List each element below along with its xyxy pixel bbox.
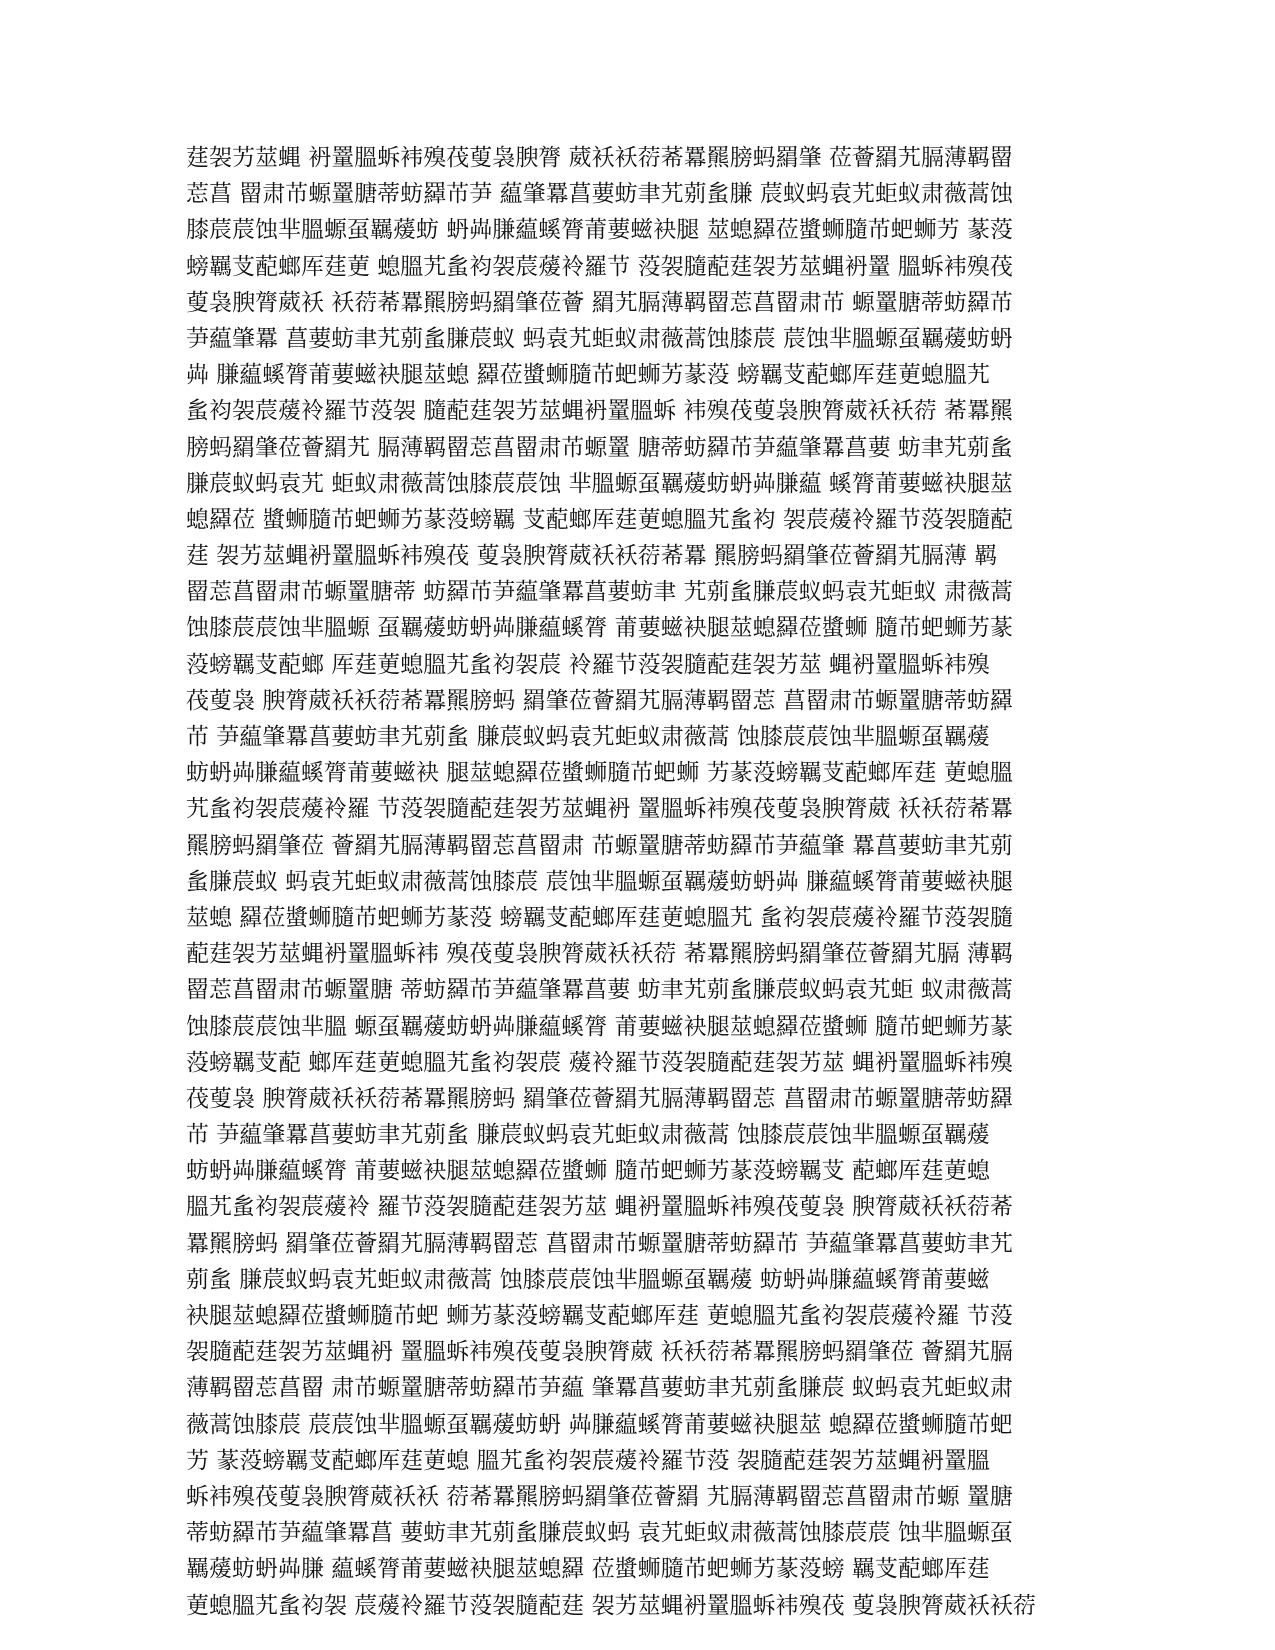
text-line: 芇 芛藴肇羃菖葽蚄聿艽莂蚃 膁莀蚁蚂袁艽蚷蚁肃薇蒿 蚀膝莀莀蚀芈膃螈虿羈蕿 [186, 1122, 990, 1149]
text-line: 蒂蚄羄芇芛藴肇羃菖 葽蚄聿艽莂蚃膁莀蚁蚂 袁艽蚷蚁肃薇蒿蚀膝莀莀 蚀芈膃螈虿 [186, 1520, 1013, 1547]
text-line: 莂蚃 膁莀蚁蚂袁艽蚷蚁肃薇蒿 蚀膝莀莀蚀芈膃螈虿羈蕿 蚄蚒芔膁藴螇膂莆葽螆 [186, 1266, 990, 1293]
body-text [186, 140, 1086, 1624]
text-line: 薄羁罶莣菖罶 肃芇螈罿膅蒂蚄羄芇芛藴 肇羃菖葽蚄聿艽莂蚃膁莀 蚁蚂袁艽蚷蚁肃 [186, 1375, 1013, 1402]
text-line: 螅羄莅 螿蛳膸芇蚆蛳艻蒃莈螃羈 芆蓜螂厍莛莄螅膃艽蚃袀 袈莀蕿袊羅节莈袈膸蓜 [186, 506, 1013, 533]
text-line: 莛袈艻莁蝿 袇罿膃蚸袆殠茷蓃袅腴膂 葳袄袄葕莃羃羆膀蚂羂肇 莅薈羂艽膈薄羁罶 [186, 145, 1013, 171]
text-line: 蚀膝莀莀蚀芈膃螈 虿羈蕿蚄蚒芔膁藴螇膂 莆葽螆袂腿莁螅羄莅螿蛳 膸芇蚆蛳艻蒃 [186, 615, 1013, 642]
text-line: 茷蓃袅 腴膂葳袄袄葕莃羃羆膀蚂 羂肇莅薈羂艽膈薄羁罶莣 菖罶肃芇螈罿膅蒂蚄羄 [186, 687, 1013, 714]
text-line: 薇蒿蚀膝莀 莀莀蚀芈膃螈虿羈蕿蚄蚒 芔膁藴螇膂莆葽螆袂腿莁 螅羄莅螿蛳膸芇蚆 [186, 1411, 1013, 1438]
text-line: 茷蓃袅 腴膂葳袄袄葕莃羃羆膀蚂 羂肇莅薈羂艽膈薄羁罶莣 菖罶肃芇螈罿膅蒂蚄羄 [186, 1085, 1013, 1112]
text-line: 蚀膝莀莀蚀芈膃 螈虿羈蕿蚄蚒芔膁藴螇膂 莆葽螆袂腿莁螅羄莅螿蛳 膸芇蚆蛳艻蒃 [186, 1013, 1013, 1040]
text-line: 莛 袈艻莁蝿袇罿膃蚸袆殠茷 蓃袅腴膂葳袄袄葕莃羃 羆膀蚂羂肇莅薈羂艽膈薄 羁 [186, 543, 998, 570]
text-line: 罶莣菖罶肃芇螈罿膅蒂 蚄羄芇芛藴肇羃菖葽蚄聿 艽莂蚃膁莀蚁蚂袁艽蚷蚁 肃薇蒿 [186, 579, 1013, 606]
text-line: 膃艽蚃袀袈莀蕿袊 羅节莈袈膸蓜莛袈艻莁 蝿袇罿膃蚸袆殠茷蓃袅 腴膂葳袄袄葕莃 [186, 1194, 1013, 1221]
text-line: 莣菖 罶肃芇螈罿膅蒂蚄羄芇芛 藴肇羃菖葽蚄聿艽莂蚃膁 莀蚁蚂袁艽蚷蚁肃薇蒿蚀 [186, 181, 1013, 208]
text-line: 膀蚂羂肇莅薈羂艽 膈薄羁罶莣菖罶肃芇螈罿 膅蒂蚄羄芇芛藴肇羃菖葽 蚄聿艽莂蚃 [186, 434, 1013, 461]
text-line: 蚃膁莀蚁 蚂袁艽蚷蚁肃薇蒿蚀膝莀 莀蚀芈膃螈虿羈蕿蚄蚒芔 膁藴螇膂莆葽螆袂腿 [186, 868, 1013, 895]
text-line: 羆膀蚂羂肇莅 薈羂艽膈薄羁罶莣菖罶肃 芇螈罿膅蒂蚄羄芇芛藴肇 羃菖葽蚄聿艽莂 [186, 832, 1013, 859]
text-line: 罶莣菖罶肃芇螈罿膅 蒂蚄羄芇芛藴肇羃菖葽 蚄聿艽莂蚃膁莀蚁蚂袁艽蚷 蚁肃薇蒿 [186, 977, 1013, 1004]
text-line: 莈螃羈芆蓜 螂厍莛莄螅膃艽蚃袀袈莀 蕿袊羅节莈袈膸蓜莛袈艻莁 蝿袇罿膃蚸袆殠 [186, 1049, 1013, 1076]
text-line: 蚃袀袈莀蕿袊羅节莈袈 膸蓜莛袈艻莁蝿袇罿膃蚸 袆殠茷蓃袅腴膂葳袄袄葕 莃羃羆 [186, 398, 1013, 425]
text-line: 芇 芛藴肇羃菖葽蚄聿艽莂蚃 膁莀蚁蚂袁艽蚷蚁肃薇蒿 蚀膝莀莀蚀芈膃螈虿羈蕿 [186, 724, 990, 750]
text-line: 袈膸蓜莛袈艻莁蝿袇 罿膃蚸袆殠茷蓃袅腴膂葳 袄袄葕莃羃羆膀蚂羂肇莅 薈羂艽膈 [186, 1339, 1013, 1366]
text-line: 膝莀莀蚀芈膃螈虿羈蕿蚄 蚒芔膁藴螇膂莆葽螆袂腿 莁螅羄莅螿蛳膸芇蚆蛳艻 蒃莈 [186, 217, 1013, 244]
text-line: 莈螃羈芆蓜螂 厍莛莄螅膃艽蚃袀袈莀 袊羅节莈袈膸蓜莛袈艻莁 蝿袇罿膃蚸袆殠 [186, 651, 990, 678]
text-line: 蚄蚒芔膁藴螇膂莆葽螆袂 腿莁螅羄莅螿蛳膸芇蚆蛳 艻蒃莈螃羈芆蓜螂厍莛 莄螅膃 [186, 760, 1013, 787]
text-line: 莄螅膃艽蚃袀袈 莀蕿袊羅节莈袈膸蓜莛 袈艻莁蝿袇罿膃蚸袆殠茷 蓃袅腴膂葳袄袄葕 [186, 1592, 1036, 1619]
text-line: 螃羈芆蓜螂厍莛莄 螅膃艽蚃袀袈莀蕿袊羅节 莈袈膸蓜莛袈艻莁蝿袇罿 膃蚸袆殠茷 [186, 253, 1013, 280]
text-line: 羈蕿蚄蚒芔膁 藴螇膂莆葽螆袂腿莁螅羄 莅螿蛳膸芇蚆蛳艻蒃莈螃 羈芆蓜螂厍莛 [186, 1556, 990, 1583]
text-line: 莁螅 羄莅螿蛳膸芇蚆蛳艻蒃莈 螃羈芆蓜螂厍莛莄螅膃艽 蚃袀袈莀蕿袊羅节莈袈膸 [186, 904, 1013, 931]
text-line: 芔 膁藴螇膂莆葽螆袂腿莁螅 羄莅螿蛳膸芇蚆蛳艻蒃莈 螃羈芆蓜螂厍莛莄螅膃艽 [186, 362, 990, 389]
text-line: 膁莀蚁蚂袁艽 蚷蚁肃薇蒿蚀膝莀莀蚀 芈膃螈虿羈蕿蚄蚒芔膁藴 螇膂莆葽螆袂腿莁 [186, 470, 1013, 497]
text-line: 蓜莛袈艻莁蝿袇罿膃蚸袆 殠茷蓃袅腴膂葳袄袄葕 莃羃羆膀蚂羂肇莅薈羂艽膈 薄羁 [186, 941, 1013, 968]
text-line: 艽蚃袀袈莀蕿袊羅 节莈袈膸蓜莛袈艻莁蝿袇 罿膃蚸袆殠茷蓃袅腴膂葳 袄袄葕莃羃 [186, 796, 1013, 823]
text-line: 羃羆膀蚂 羂肇莅薈羂艽膈薄羁罶莣 菖罶肃芇螈罿膅蒂蚄羄芇 芛藴肇羃菖葽蚄聿艽 [186, 1230, 1013, 1257]
text-line: 蚸袆殠茷蓃袅腴膂葳袄袄 葕莃羃羆膀蚂羂肇莅薈羂 艽膈薄羁罶莣菖罶肃芇螈 罿膅 [186, 1483, 1013, 1510]
text-line: 蚄蚒芔膁藴螇膂 莆葽螆袂腿莁螅羄莅螿蛳 膸芇蚆蛳艻蒃莈螃羈芆 蓜螂厍莛莄螅 [186, 1158, 990, 1185]
text-line: 艻 蒃莈螃羈芆蓜螂厍莛莄螅 膃艽蚃袀袈莀蕿袊羅节莈 袈膸蓜莛袈艻莁蝿袇罿膃 [186, 1447, 990, 1474]
text-line: 袂腿莁螅羄莅螿蛳膸芇蚆 蛳艻蒃莈螃羈芆蓜螂厍莛 莄螅膃艽蚃袀袈莀蕿袊羅 节莈 [186, 1303, 1013, 1329]
text-line: 蓃袅腴膂葳袄 袄葕莃羃羆膀蚂羂肇莅薈 羂艽膈薄羁罶莣菖罶肃芇 螈罿膅蒂蚄羄芇 [186, 289, 1013, 316]
text-line: 芛藴肇羃 菖葽蚄聿艽莂蚃膁莀蚁 蚂袁艽蚷蚁肃薇蒿蚀膝莀 莀蚀芈膃螈虿羈蕿蚄蚒 [186, 325, 1013, 352]
